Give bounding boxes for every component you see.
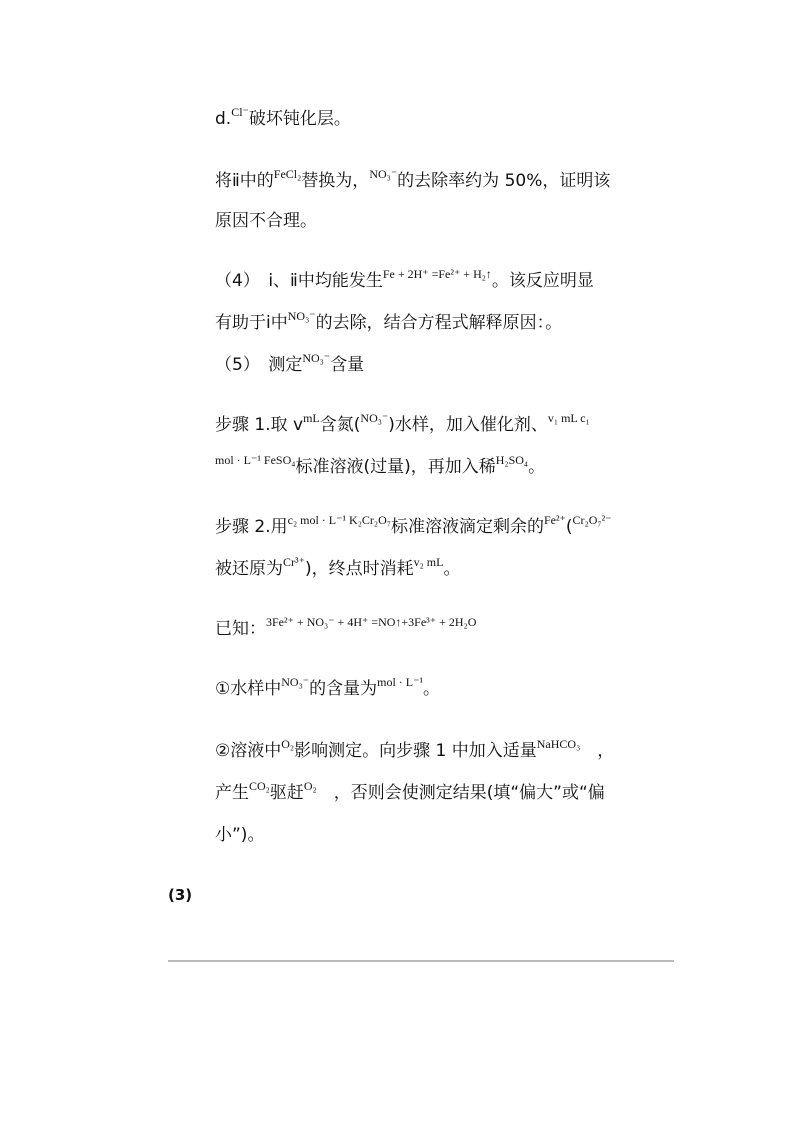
formula-mol-per-l: mol · L⁻¹ — [377, 675, 424, 689]
line-d: d.$^{Cl^-}$破坏钝化层。 — [215, 105, 351, 129]
line-step2-b: 被还原为$^{Cr^{3+}}$)，终点时消耗$^{v_2 mL}$。 — [215, 555, 461, 579]
formula-feso4: mol · L⁻¹ FeSO₄ — [215, 453, 296, 467]
line-circle-2-c: 小”)。 — [215, 825, 265, 845]
formula-ml: mL — [303, 411, 320, 425]
line-replace-1: 将ⅱ中的$^{FeCl_2}$替换为，$^{NO_3^-}$的去除率约为 50%，证明该 — [215, 167, 611, 191]
formula-cl: Cl⁻ — [231, 105, 249, 119]
line-step1-a: 步骤 1.取 $v^{mL}$含氮($^{NO_3^-}$)水样，加入催化剂、$^{v_1 mL c_1}$ — [215, 411, 590, 435]
formula-cr2o7: Cr₂O₇²⁻ — [572, 513, 612, 527]
line-replace-2: 原因不合理。 — [215, 211, 317, 231]
formula-fe2: Fe²⁺ — [543, 513, 566, 527]
answer-label: (3) — [168, 886, 193, 904]
line-step2-a: 步骤 2.用$^{c_2 mol \cdot L^{-1} K_2Cr_2O_7}$标准溶液滴定剩余的$^{Fe^{2+}}$($^{Cr_2O_7^{2-}}$ — [215, 513, 612, 537]
formula-no3: NO₃⁻ — [287, 309, 316, 323]
divider-line — [168, 960, 674, 962]
formula-v2-ml: v₂ mL — [413, 555, 444, 569]
formula-cr3: Cr³⁺ — [283, 555, 305, 569]
line-q5: （5） 测定$^{NO_3^-}$含量 — [215, 351, 365, 375]
line-circle-2-b: 产生$^{CO_2}$驱赶$^{O_2}$ ，否则会使测定结果(填“偏大”或“偏 — [215, 779, 605, 803]
line-q4-a: （4） ⅰ、ⅱ中均能发生$^{Fe + 2H^+ =Fe^{2+} + H_2↑}$。该反应明显 — [215, 267, 594, 291]
formula-k2cr2o7: c₂ mol · L⁻¹ K₂Cr₂O₇ — [287, 513, 391, 527]
formula-no3: NO₃⁻ — [281, 675, 310, 689]
line-known: 已知：$^{3Fe^{2+} + NO_3^- + 4H^+ =NO↑+3Fe^{3+} + 2H_2O}$ — [215, 615, 477, 639]
formula-no3: NO₃⁻ — [360, 411, 389, 425]
formula-h2so4: H₂SO₄ — [495, 453, 529, 467]
line-circle-2-a: ②溶液中$^{O_2}$影响测定。向步骤 1 中加入适量$^{NaHCO_3}$ ， — [215, 737, 615, 761]
formula-fecl2: FeCl₂ — [273, 167, 302, 181]
formula-co2: CO₂ — [249, 779, 270, 793]
formula-v1-c1: v₁ mL c₁ — [547, 411, 590, 425]
line-step1-b: $^{mol \cdot L^{-1} FeSO_4}$标准溶液(过量)，再加入稀$^{H_2SO_4}$。 — [215, 453, 546, 477]
line-circle-1: ①水样中$^{NO_3^-}$的含量为$^{mol \cdot L^{-1}}$。 — [215, 675, 441, 699]
formula-no3: NO₃⁻ — [302, 351, 331, 365]
formula-o2: O₂ — [303, 779, 317, 793]
formula-known-reaction: 3Fe²⁺ + NO₃⁻ + 4H⁺ =NO↑+3Fe³⁺ + 2H₂O — [266, 615, 477, 629]
formula-fe-reaction: Fe + 2H⁺ =Fe²⁺ + H₂↑ — [382, 267, 492, 281]
formula-nahco3: NaHCO₃ — [536, 737, 581, 751]
line-q4-b: 有助于ⅰ中$^{NO_3^-}$的去除，结合方程式解释原因：。 — [215, 309, 563, 333]
formula-no3: NO₃⁻ — [369, 167, 398, 181]
formula-o2: O₂ — [281, 737, 295, 751]
